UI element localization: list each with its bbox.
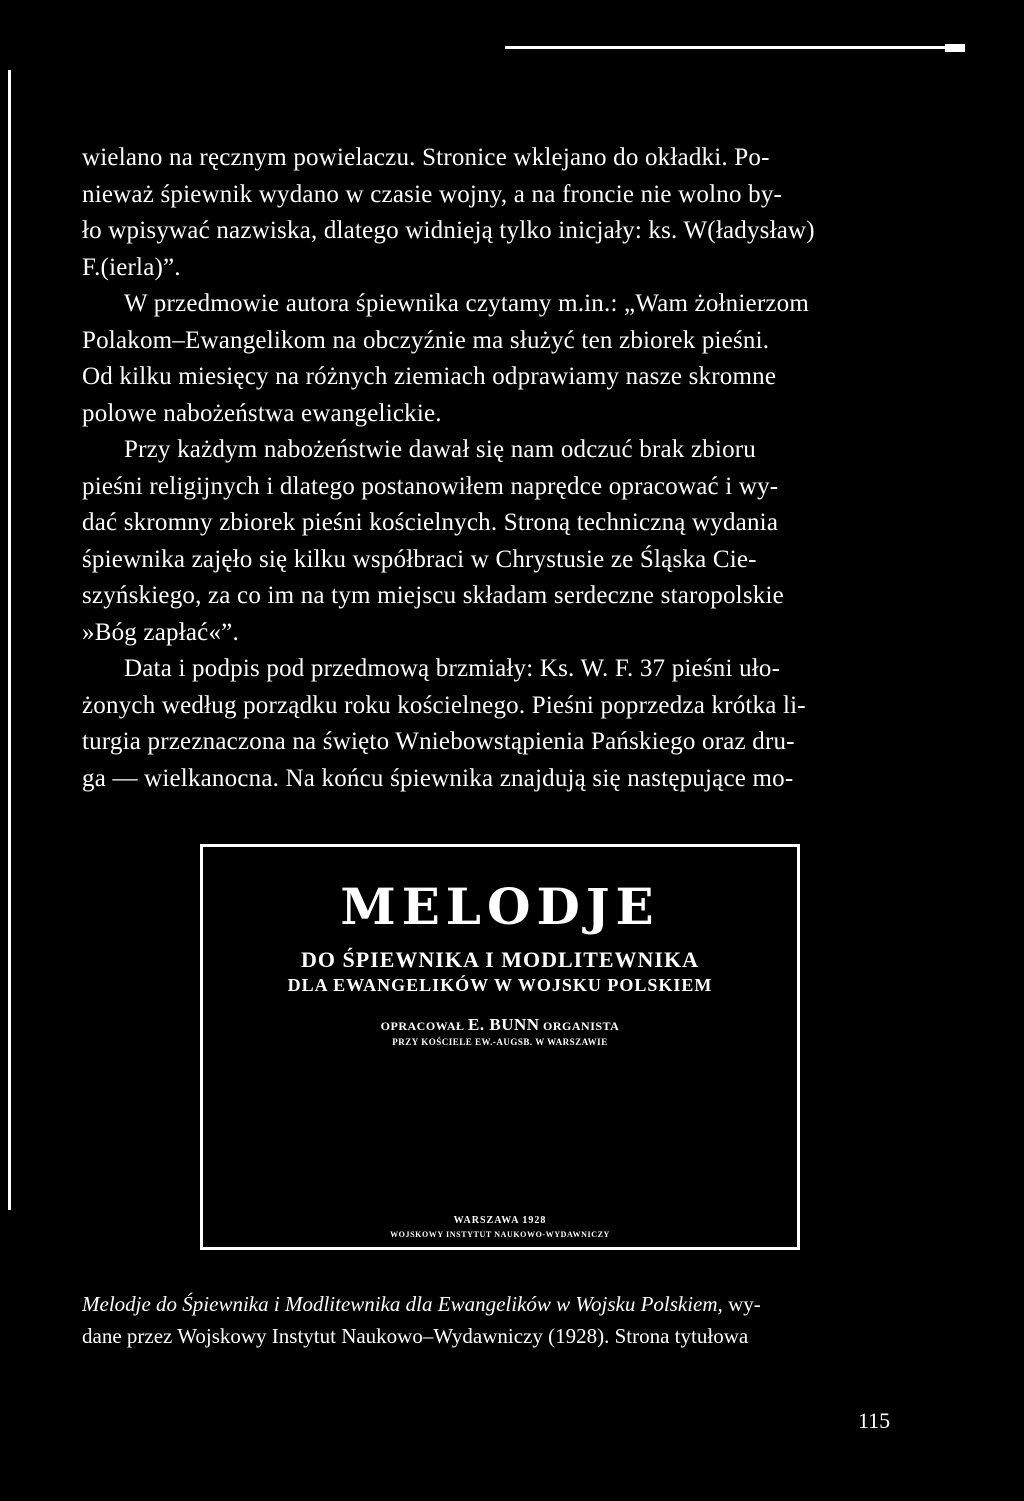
- left-margin-rule: [8, 70, 11, 1210]
- title-page-subtitle-1: DO ŚPIEWNIKA I MODLITEWNIKA: [300, 947, 699, 972]
- title-page-author-line: [203, 1015, 797, 1035]
- title-page-author-line-2: PRZY KOŚCIELE EW.-AUGSB. W WARSZAWIE: [392, 1037, 608, 1047]
- body-text: [82, 140, 896, 797]
- author-prefix: OPRACOWAŁ: [380, 1019, 465, 1033]
- paragraph-4: Data i podpis pod przedmową brzmiały: Ks. W. F. 37 pieśni uło- żonych według porządku roku kościelnego. Pieśni poprzedza krótka li- turgia przeznaczona na święto Wniebowstąpienia Pańskiego oraz dru- ga — wielkanocna. Na końcu śpiewnika znajdują się następujące mo-: [82, 655, 806, 792]
- paragraph-2: W przedmowie autora śpiewnika czytamy m.in.: „Wam żołnierzom Polakom–Ewangelikom na obczyźnie ma służyć ten zbiorek pieśni. Od kilku miesięcy na różnych ziemiach odprawiamy nasze skromne polowe nabożeństwa ewangelickie.: [82, 290, 809, 427]
- title-page-subtitle-2: DLA EWANGELIKÓW W WOJSKU POLSKIEM: [287, 975, 713, 995]
- top-rule: [505, 46, 945, 49]
- caption-rest: wy- dane przez Wojskowy Instytut Naukowo–Wydawniczy (1928). Strona tytułowa: [82, 1292, 761, 1348]
- title-page-publisher-line-2: WOJSKOWY INSTYTUT NAUKOWO-WYDAWNICZY: [390, 1230, 610, 1239]
- title-page-image: [200, 844, 800, 1250]
- title-page-main: MELODJE: [340, 877, 660, 936]
- top-rule-end: [945, 44, 965, 52]
- title-page-publisher-line-1: WARSZAWA 1928: [453, 1215, 547, 1226]
- page-number: 115: [858, 1408, 891, 1433]
- paragraph-3: Przy każdym nabożeństwie dawał się nam odczuć brak zbioru pieśni religijnych i dlatego postanowiłem naprędce opracować i wy- dać skromny zbiorek pieśni kościelnych. Stroną techniczną wydania śpiewnika zajęło się kilku współbraci w Chrystusie ze Śląska Cie- szyńskiego, za co im na tym miejscu składam serdeczne staropolskie »Bóg zapłać«”.: [82, 436, 784, 646]
- paragraph-1: wielano na ręcznym powielaczu. Stronice wklejano do okładki. Po- nieważ śpiewnik wydano w czasie wojny, a na froncie nie wolno by- ło wpisywać nazwiska, dlatego widnieją tylko inicjały: ks. W(ładysław) F.(ierla)”.: [82, 144, 815, 281]
- author-name: E. BUNN: [468, 1015, 540, 1034]
- figure-caption: [82, 1288, 896, 1352]
- author-suffix: ORGANISTA: [543, 1019, 620, 1033]
- caption-italic: Melodje do Śpiewnika i Modlitewnika dla Ewangelików w Wojsku Polskiem,: [82, 1292, 723, 1316]
